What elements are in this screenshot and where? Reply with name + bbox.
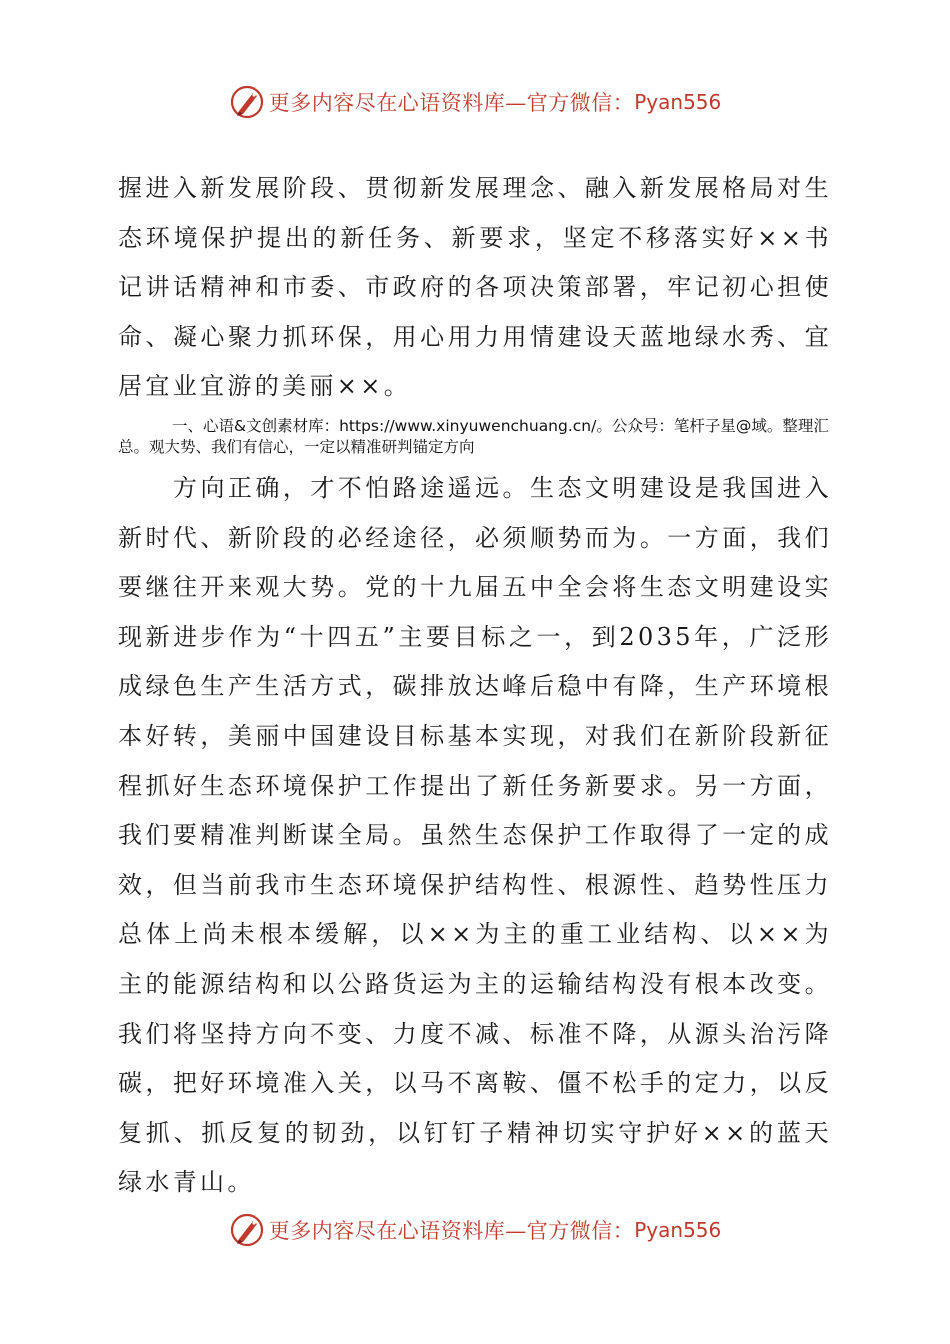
header-banner <box>0 82 950 122</box>
document-body <box>118 164 832 1208</box>
pen-logo-icon <box>229 84 265 120</box>
pen-logo-icon <box>229 1212 265 1248</box>
paragraph-2: 方向正确，才不怕路途遥远。生态文明建设是我国进入新时代、新阶段的必经途径，必须顺势而为。一方面，我们要继往开来观大势。党的十九届五中全会将生态文明建设实现新进步作为“十四五”主要目标之一，到2035年，广泛形成绿色生产生活方式，碳排放达峰后稳中有降，生产环境根本好转，美丽中国建设目标基本实现，对我们在新阶段新征程抓好生态环境保护工作提出了新任务新要求。另一方面，我们要精准判断谋全局。虽然生态保护工作取得了一定的成效，但当前我市生态环境保护结构性、根源性、趋势性压力总体上尚未根本缓解，以××为主的重工业结构、以××为主的能源结构和以公路货运为主的运输结构没有根本改变。我们将坚持方向不变、力度不减、标准不降，从源头治污降碳，把好环境准入关，以马不离鞍、僵不松手的定力，以反复抓、抓反复的韧劲，以钉钉子精神切实守护好××的蓝天绿水青山。 <box>118 473 832 1197</box>
header-wechat-id: Pyan556 <box>634 90 722 114</box>
footer-banner-text: 更多内容尽在心语资料库—官方微信： <box>268 1219 635 1243</box>
footer-wechat-id: Pyan556 <box>634 1218 722 1242</box>
header-banner-text: 更多内容尽在心语资料库—官方微信： <box>268 91 635 115</box>
section-note <box>118 416 832 458</box>
paragraph-1: 握进入新发展阶段、贯彻新发展理念、融入新发展格局对生态环境保护提出的新任务、新要求，坚定不移落实好××书记讲话精神和市委、市政府的各项决策部署，牢记初心担使命、凝心聚力抓环保，用心用力用情建设天蓝地绿水秀、宜居宜业宜游的美丽××。 <box>118 174 832 401</box>
section-note-text: 一、心语&文创素材库：https://www.xinyuwenchuang.cn/。公众号：笔杆子星@域。整理汇总。观大势、我们有信心，一定以精准研判锚定方向 <box>118 416 829 456</box>
footer-banner <box>0 1210 950 1250</box>
